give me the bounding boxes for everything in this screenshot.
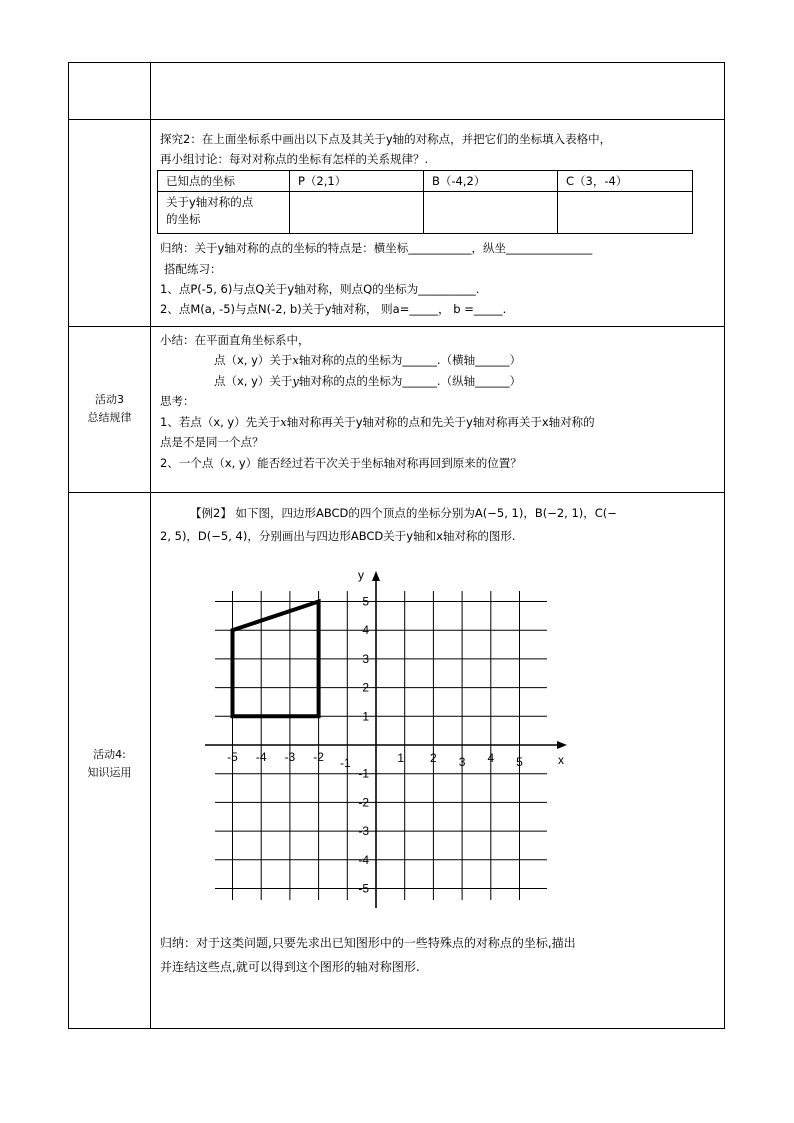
rule-x-post: 轴对称的点的坐标为______.（横轴______） [298, 353, 522, 367]
think-q1-line2: 点是不是同一个点？ [160, 435, 264, 449]
x-axis-arrow [557, 741, 567, 749]
table-row [158, 192, 693, 234]
explore2-line2: 再小组讨论：每对对称点的坐标有怎样的关系规律？. [160, 152, 429, 166]
activity4-label-line1: 活动4: [93, 748, 126, 761]
x-tick-label: 5 [516, 755, 523, 769]
y-axis-label: y [358, 568, 364, 582]
y-tick-label: 4 [362, 623, 369, 638]
x-tick-label: -5 [227, 750, 238, 764]
induction-line: 归纳：关于y轴对称的点的坐标的特点是：横坐标___________，纵坐_______________ [160, 241, 593, 255]
row-label-line2: 的坐标 [166, 212, 201, 226]
induction2-line1: 归纳：对于这类问题,只要先求出已知图形中的一些特殊点的对称点的坐标,描出 [160, 936, 576, 950]
answer-cell[interactable] [558, 192, 693, 234]
x-tick-label: 2 [430, 751, 437, 765]
y-tick-label: -5 [358, 881, 369, 896]
think-q1 [160, 415, 595, 429]
activity3-label [70, 391, 149, 427]
x-tick-label: 1 [397, 751, 405, 765]
answer-cell[interactable] [424, 192, 558, 234]
y-tick-label: -1 [358, 766, 369, 781]
practice-q1: 1、点P(-5, 6)与点Q关于y轴对称，则点Q的坐标为__________. [160, 282, 480, 296]
x-tick-label: -2 [313, 750, 324, 764]
x-tick-label: -3 [284, 750, 296, 764]
example2-line2: 2, 5)，D(−5, 4)，分别画出与四边形ABCD关于y轴和x轴对称的图形. [160, 529, 516, 543]
y-tick-label: -2 [358, 795, 369, 810]
answer-cell[interactable] [290, 192, 424, 234]
row-divider-3 [68, 492, 725, 493]
activity4-label [70, 746, 149, 782]
rule-y-axis [214, 374, 521, 388]
table-cell: 已知点的坐标 [158, 171, 290, 192]
table-row [158, 171, 693, 192]
row-divider-2 [68, 326, 725, 327]
rule-x-pre: 点（x, y）关于 [214, 353, 293, 367]
row-divider-1 [68, 119, 725, 120]
think1-post: 轴对称再关于y轴对称的点和先关于y轴对称再关于x轴对称的 [286, 415, 595, 429]
y-tick-label: 5 [362, 594, 369, 609]
rule-y-post: 轴对称的点的坐标为______.（纵轴______） [298, 374, 522, 388]
x-tick-label: -1 [339, 756, 351, 770]
rule-y-var: y [292, 374, 299, 388]
x-tick-label: -4 [255, 750, 267, 764]
rule-y-pre: 点（x, y）关于 [214, 374, 293, 388]
think1-pre: 1、若点（x, y）先关于 [160, 415, 281, 429]
activity4-label-line2: 知识运用 [87, 766, 132, 779]
column-divider [150, 62, 151, 1029]
think-q2: 2、一个点（x, y）能否经过若干次关于坐标轴对称再回到原来的位置？ [160, 456, 522, 470]
activity3-label-line2: 总结规律 [87, 411, 132, 424]
x-tick-label: 3 [458, 755, 466, 769]
y-tick-label: 2 [362, 680, 369, 695]
table-cell: C（3，-4） [558, 171, 693, 192]
y-axis-arrow [372, 571, 380, 581]
table-cell: P（2,1） [290, 171, 424, 192]
rule-x-axis [214, 353, 521, 367]
y-tick-label: -3 [358, 824, 369, 839]
table-cell: B（-4,2） [424, 171, 558, 192]
rule-x-var: x [292, 353, 299, 367]
example2-line1: 【例2】 如下图，四边形ABCD的四个顶点的坐标分别为A(−5, 1)，B(−2, 1)，C(− [190, 506, 617, 520]
think-title: 思考： [160, 394, 195, 408]
y-tick-label: -4 [358, 852, 369, 867]
x-axis-label: x [558, 753, 564, 767]
coordinate-grid-chart [205, 565, 585, 910]
practice-q2: 2、点M(a, -5)与点N(-2, b)关于y轴对称， 则a=_____， b =_____. [160, 302, 507, 316]
y-tick-label: 3 [362, 651, 369, 666]
induction2-line2: 并连结这些点,就可以得到这个图形的轴对称图形. [160, 960, 420, 974]
x-tick-label: 4 [487, 751, 495, 765]
think1-var: x [280, 415, 287, 429]
table-cell-label [158, 192, 290, 234]
y-tick-label: 1 [362, 709, 369, 724]
row-label-line1: 关于y轴对称的点 [166, 195, 254, 209]
activity3-label-line1: 活动3 [95, 393, 124, 406]
explore2-line1: 探究2：在上面坐标系中画出以下点及其关于y轴的对称点，并把它们的坐标填入表格中， [160, 132, 612, 146]
summary-title: 小结：在平面直角坐标系中， [160, 333, 310, 347]
coordinate-table [157, 170, 693, 234]
practice-title: 搭配练习： [164, 262, 222, 276]
